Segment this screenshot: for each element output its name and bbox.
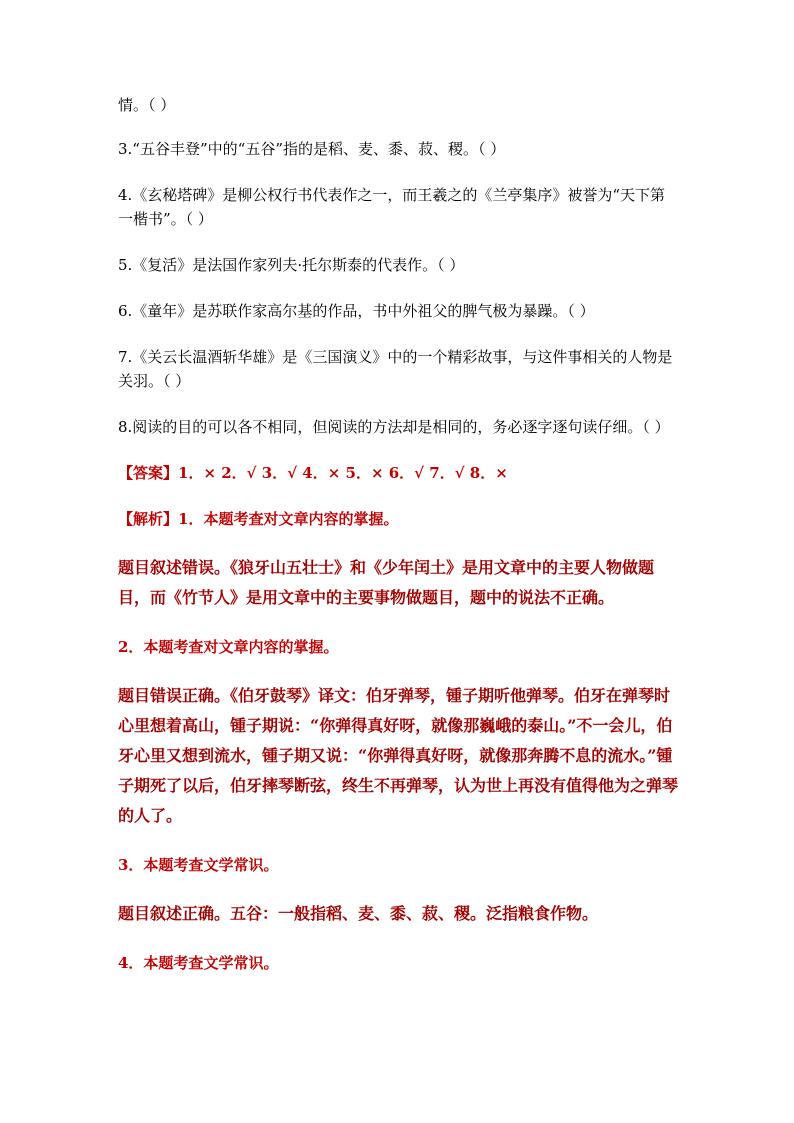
- question-7: 7.《关云长温酒斩华雄》是《三国演义》中的一个精彩故事，与这件事相关的人物是关羽。（ ）: [118, 348, 673, 390]
- answer-label: 【答案】: [118, 464, 179, 482]
- analysis-body-2: 题目错误正确。《伯牙鼓琴》译文：伯牙弹琴，锺子期听他弹琴。伯牙在弹琴时心里想着高山，锺子期说：“你弹得真好呀，就像那巍峨的泰山。”不一会儿，伯牙心里又想到流水，锺子期又说：“你弹得真好呀，就像那奔腾不息的流水。”锺子期死了以后，伯牙摔琴断弦，终生不再弹琴，认为世上再没有值得他为之弹琴的人了。: [118, 686, 679, 825]
- analysis-heading-2: 2．本题考查对文章内容的掌握。: [118, 638, 339, 656]
- analysis-body-1: 题目叙述错误。《狼牙山五壮士》和《少年闰土》是用文章中的主要人物做题目，而《竹节人》是用文章中的主要事物做题目，题中的说法不正确。: [118, 558, 655, 607]
- document-content: [118, 93, 678, 997]
- question-6: 6.《童年》是苏联作家高尔基的作品，书中外祖父的脾气极为暴躁。（ ）: [118, 302, 595, 320]
- analysis-body-3: 题目叙述正确。五谷：一般指稻、麦、黍、菽、稷。泛指粮食作物。: [118, 904, 599, 923]
- analysis-first-heading: 1．本题考查对文章内容的掌握。: [178, 510, 399, 528]
- question-5: 5.《复活》是法国作家列夫·托尔斯泰的代表作。（ ）: [118, 256, 465, 274]
- analysis-heading-3: 3．本题考查文学常识。: [118, 856, 279, 874]
- analysis-lead: [118, 507, 678, 531]
- question-8: 8.阅读的目的可以各不相同，但阅读的方法却是相同的，务必逐字逐句读仔细。（ ）: [118, 418, 670, 436]
- analysis-label: 【解析】: [118, 510, 179, 528]
- question-7-continuation: 情。（ ）: [118, 96, 176, 114]
- answer-values: 1．× 2．√ 3．√ 4．× 5．× 6．√ 7．√ 8．×: [178, 464, 508, 482]
- question-4: 4.《玄秘塔碑》是柳公权行书代表作之一，而王羲之的《兰亭集序》被誉为“天下第一楷书”。（ ）: [118, 186, 665, 228]
- question-3: 3.“五谷丰登”中的“五谷”指的是稻、麦、黍、菽、稷。（ ）: [118, 140, 506, 158]
- answer-line: [118, 461, 678, 485]
- analysis-heading-4: 4．本题考查文学常识。: [118, 954, 279, 972]
